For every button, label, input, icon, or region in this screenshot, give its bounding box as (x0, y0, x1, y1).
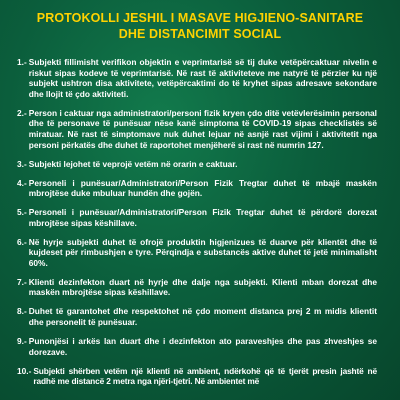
rule-text: Personeli i punësuar/Administratori/Person Fizik Tregtar duhet të mbajë maskën mbrojtëse duke mbuluar hundën dhe gojën. (28, 177, 377, 199)
rule-text: Subjekti shërben vetëm një klienti në ambient, ndërkohë që të tjerët presin jashtë në radhë me distancë 2 metra nga njëri-tjetri. Në ambientet më (33, 365, 377, 387)
rule-text: Person i caktuar nga administratori/personi fizik kryen çdo ditë vetëvlerësimin personal dhe të personave të punësuar nëse kanë simptoma të COVID-19 sipas checklistës së miratuar. Në rast të simptomave nuk duhet lejuar në asnjë rast vijimi i aktivitetit nga personi përkatës dhe duhet të raportohet menjëherë si rast në numrin 127. (28, 107, 377, 150)
rule-number: 4.- (17, 177, 27, 188)
rule-item (17, 178, 377, 199)
rule-item (17, 306, 377, 327)
rule-number: 2.- (17, 107, 27, 118)
title-line-1: PROTOKOLLI JESHIL I MASAVE HIGJIENO-SANITARE (36, 11, 364, 25)
rule-number: 6.- (17, 236, 27, 247)
rule-item (17, 366, 377, 387)
rule-text: Klienti dezinfekton duart në hyrje dhe dalje nga subjekti. Klienti mban dorezat dhe maskën mbrojtëse sipas këshillave. (28, 276, 377, 298)
rule-text: Subjekti fillimisht verifikon objektin e veprimtarisë së tij duke vetëpërcaktuar nivelin e riskut sipas kodeve të veprimtarisë. Në rast të aktiviteteve me natyrë të përzier ku një subjekt ushtron disa aktivitete, vetëpërcaktimi do të kryhet sipas adresave sekondare dhe llojit të çdo aktiviteti. (28, 57, 377, 99)
rule-text: Punonjësi i arkës lan duart dhe i dezinfekton ato paraveshjes dhe pas zhveshjes se dorezave. (28, 336, 377, 357)
rule-item (17, 207, 377, 228)
rule-text: Subjekti lejohet të veprojë vetëm në orarin e caktuar. (28, 158, 238, 169)
rule-item (17, 159, 377, 170)
rule-number: 5.- (17, 207, 27, 218)
rule-number: 10.- (17, 365, 32, 376)
poster-title (0, 10, 400, 42)
rule-text: Duhet të garantohet dhe respektohet në çdo moment distanca prej 2 m midis klientit dhe personelit të punësuar. (28, 306, 377, 328)
rule-item (17, 237, 377, 269)
rule-number: 7.- (17, 276, 27, 287)
rule-text: Në hyrje subjekti duhet të ofrojë produktin higjenizues të duarve për klientët dhe të kujdeset për rimbushjen e tyre. Përqindja e substancës aktive duhet të jetë minimalisht 60%. (28, 236, 377, 268)
rule-number: 9.- (17, 336, 27, 346)
title-line-2: DHE DISTANCIMIT SOCIAL (118, 27, 282, 41)
rule-text: Personeli i punësuar/Administratori/Person Fizik Tregtar duhet të përdorë dorezat mbrojtëse sipas këshillave. (28, 207, 377, 228)
rule-item (17, 277, 377, 298)
rule-number: 8.- (17, 306, 27, 317)
rule-item (17, 336, 377, 357)
rule-item (17, 108, 377, 150)
rule-number: 1.- (17, 57, 27, 67)
rules-list (17, 57, 377, 395)
rule-item (17, 57, 377, 99)
rule-number: 3.- (17, 158, 27, 169)
